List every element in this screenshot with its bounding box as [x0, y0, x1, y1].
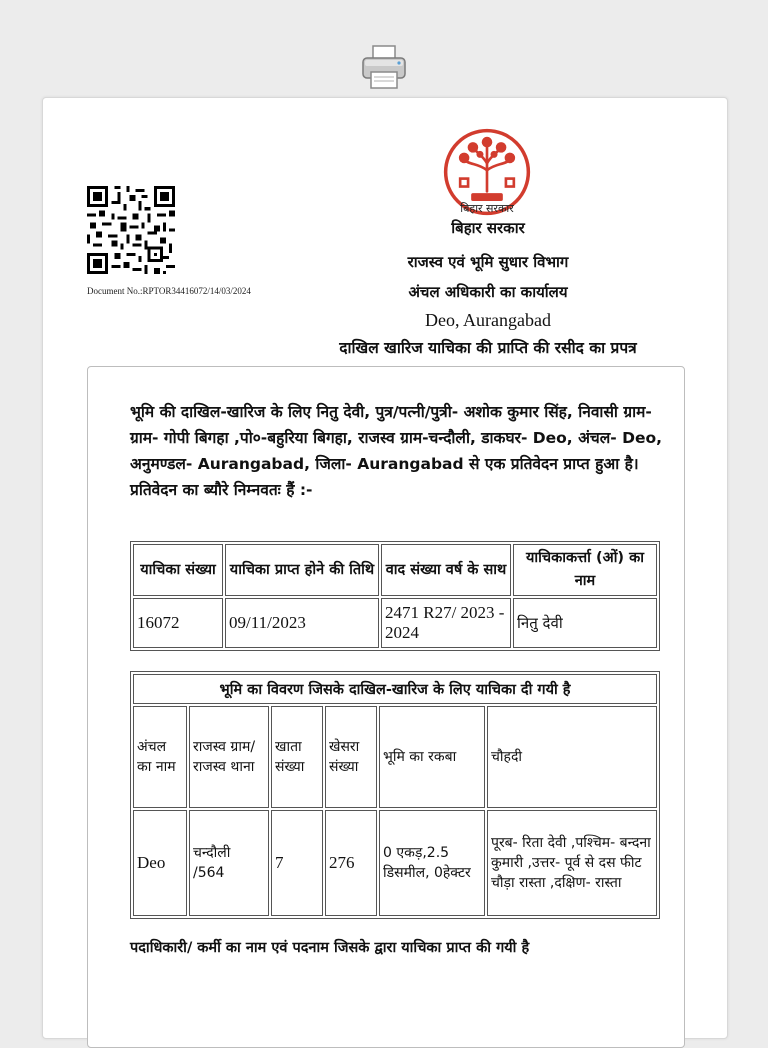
- column-header: याचिका संख्या: [133, 544, 223, 596]
- department-name: राजस्व एवं भूमि सुधार विभाग: [407, 253, 569, 271]
- office-location: Deo, Aurangabad: [425, 310, 551, 330]
- column-header: खेसरा संख्या: [325, 706, 377, 808]
- land-area: 0 एकड़,2.5 डिसमील, 0हेक्टर: [379, 810, 485, 916]
- table-header-row: [133, 706, 657, 808]
- land-table-title: भूमि का विवरण जिसके दाखिल-खारिज के लिए याचिका दी गयी है: [133, 674, 657, 704]
- column-header: याचिकाकर्त्ता (ओं) का नाम: [513, 544, 657, 596]
- office-name: अंचल अधिकारी का कार्यालय: [408, 283, 568, 301]
- revenue-village: चन्दौली /564: [189, 810, 269, 916]
- column-header: वाद संख्या वर्ष के साथ: [381, 544, 511, 596]
- qr-code: [87, 186, 175, 274]
- circle-name: Deo: [133, 810, 187, 916]
- column-header: याचिका प्राप्त होने की तिथि: [225, 544, 379, 596]
- receipt-page: [42, 97, 728, 1039]
- printer-icon: [360, 44, 408, 90]
- petitioner-name: नितु देवी: [513, 598, 657, 648]
- table-title-row: [133, 674, 657, 704]
- table-row: [133, 810, 657, 916]
- column-header: अंचल का नाम: [133, 706, 187, 808]
- column-header: भूमि का रकबा: [379, 706, 485, 808]
- table-row: [133, 598, 657, 648]
- receipt-body: [87, 366, 685, 1048]
- officer-heading: पदाधिकारी/ कर्मी का नाम एवं पदनाम जिसके द्वारा याचिका प्राप्त की गयी है: [130, 940, 530, 956]
- petition-number: 16072: [133, 598, 223, 648]
- petition-date: 09/11/2023: [225, 598, 379, 648]
- land-boundary: पूरब- रिता देवी ,पश्चिम- बन्दना कुमारी ,उत्तर- पूर्व से दस फीट चौड़ा रास्ता ,दक्षिण- रास्ता: [487, 810, 657, 916]
- land-details-table: [130, 671, 660, 919]
- khesra-number: 276: [325, 810, 377, 916]
- petition-table: [130, 541, 660, 651]
- print-button[interactable]: [360, 44, 408, 90]
- column-header: चौहदी: [487, 706, 657, 808]
- document-number: Document No.:RPTOR34416072/14/03/2024: [87, 286, 251, 296]
- intro-text: भूमि की दाखिल-खारिज के लिए नितु देवी, पुत्र/पत्नी/पुत्री- अशोक कुमार सिंह, निवासी ग्राम- ग्राम- गोपी बिगहा ,पो०-बहुरिया बिगहा, राजस्व ग्राम-चन्दौली, डाकघर- Deo, अंचल- Deo, अनुमण्डल- Aurangabad, जिला- Aurangabad से एक प्रतिवेदन प्राप्त हुआ है। प्रतिवेदन का ब्यौरे निम्नवतः हैं :-: [130, 403, 663, 499]
- column-header: खाता संख्या: [271, 706, 323, 808]
- column-header: राजस्व ग्राम/ राजस्व थाना: [189, 706, 269, 808]
- case-number: 2471 R27/ 2023 - 2024: [381, 598, 511, 648]
- emblem-caption: बिहार सरकार: [460, 202, 514, 215]
- khata-number: 7: [271, 810, 323, 916]
- table-header-row: [133, 544, 657, 596]
- government-name: बिहार सरकार: [451, 219, 525, 237]
- form-title: दाखिल खारिज याचिका की प्राप्ति की रसीद का प्रपत्र: [339, 339, 637, 357]
